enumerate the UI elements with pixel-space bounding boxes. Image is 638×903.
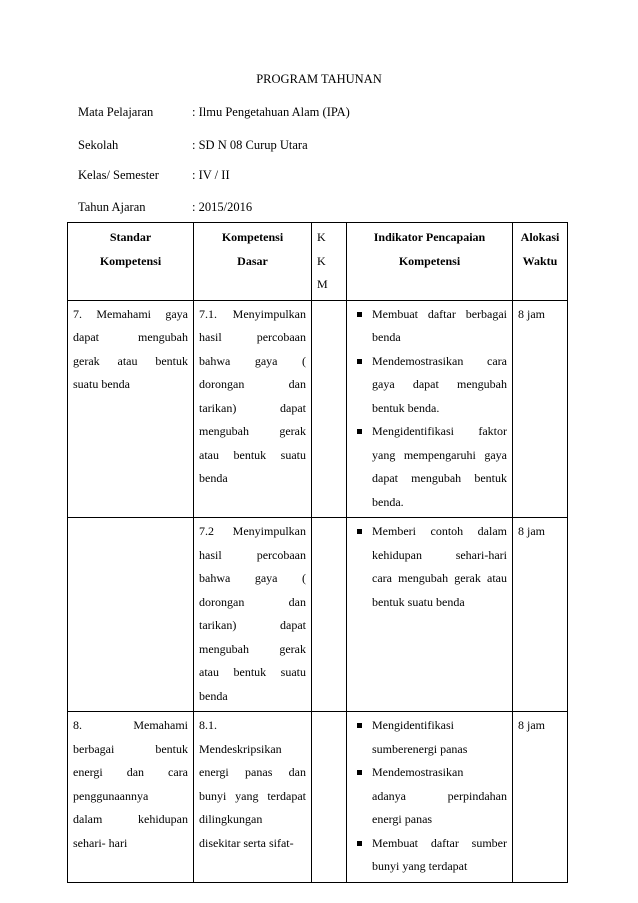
cell-alokasi-waktu: 8 jam bbox=[513, 518, 568, 712]
cell-line: hasil percobaan bbox=[199, 547, 306, 562]
info-subject bbox=[78, 105, 350, 120]
indikator-line: sumberenergi panas bbox=[372, 741, 468, 756]
indikator-list bbox=[352, 714, 507, 879]
table-row bbox=[68, 712, 568, 883]
indikator-list bbox=[352, 303, 507, 515]
indikator-line: Membuat daftar berbagai bbox=[372, 306, 507, 321]
indikator-item bbox=[372, 350, 507, 421]
cell-line: mengubah gerak bbox=[199, 424, 306, 438]
indikator-item bbox=[372, 420, 507, 514]
indikator-line: bentuk suatu benda bbox=[372, 594, 465, 609]
table-header-row bbox=[68, 223, 568, 301]
indikator-line: adanya perpindahan bbox=[372, 788, 507, 803]
cell-standar-kompetensi bbox=[68, 518, 194, 712]
cell-line: dapat mengubah bbox=[73, 330, 188, 344]
indikator-line: benda bbox=[372, 330, 401, 344]
indikator-line: energi panas bbox=[372, 812, 433, 826]
cell-line: 7.2 Menyimpulkan bbox=[199, 524, 306, 538]
cell-line: berbagai bentuk bbox=[73, 741, 188, 756]
header-standar-kompetensi: Standar Kompetensi bbox=[68, 223, 194, 301]
cell-indikator bbox=[347, 712, 513, 883]
indikator-item bbox=[372, 520, 507, 614]
cell-indikator bbox=[347, 518, 513, 712]
cell-kkm bbox=[312, 518, 347, 712]
indikator-line: bunyi yang terdapat bbox=[372, 859, 468, 873]
cell-line: atau bentuk suatu bbox=[199, 665, 306, 679]
cell-line: dorongan dan bbox=[199, 594, 306, 609]
cell-kkm bbox=[312, 712, 347, 883]
indikator-line: yang mempengaruhi gaya bbox=[372, 447, 507, 462]
cell-line: energi dan cara bbox=[73, 765, 188, 779]
info-value: : IV / II bbox=[192, 168, 230, 182]
page-title: PROGRAM TAHUNAN bbox=[256, 72, 382, 86]
cell-line: gerak atau bentuk bbox=[73, 353, 188, 368]
cell-kompetensi-dasar bbox=[194, 712, 312, 883]
indikator-item bbox=[372, 303, 507, 350]
cell-line: Mendeskripsikan bbox=[199, 741, 282, 756]
cell-kkm bbox=[312, 300, 347, 518]
indikator-line: Mengidentifikasi bbox=[372, 718, 454, 732]
cell-line: dorongan dan bbox=[199, 377, 306, 391]
cell-alokasi-waktu: 8 jam bbox=[513, 300, 568, 518]
indikator-line: kehidupan sehari-hari bbox=[372, 547, 507, 562]
cell-kompetensi-dasar bbox=[194, 300, 312, 518]
cell-line: bahwa gaya ( bbox=[199, 353, 306, 368]
cell-line: atau bentuk suatu bbox=[199, 447, 306, 462]
info-school bbox=[78, 138, 308, 153]
cell-line: 7. Memahami gaya bbox=[73, 306, 188, 321]
cell-line: dilingkungan bbox=[199, 812, 263, 826]
cell-line: tarikan) dapat bbox=[199, 618, 306, 632]
indikator-line: bentuk benda. bbox=[372, 400, 440, 415]
indikator-line: Mendemostrasikan bbox=[372, 765, 464, 779]
cell-alokasi-waktu: 8 jam bbox=[513, 712, 568, 883]
header-kompetensi-dasar: Kompetensi Dasar bbox=[194, 223, 312, 301]
indikator-line: gaya dapat mengubah bbox=[372, 377, 507, 391]
info-label: Sekolah bbox=[78, 138, 119, 152]
cell-line: sehari- hari bbox=[73, 835, 128, 850]
indikator-line: Mendemostrasikan cara bbox=[372, 353, 507, 368]
cell-line: hasil percobaan bbox=[199, 330, 306, 344]
indikator-item bbox=[372, 832, 507, 879]
cell-line: benda bbox=[199, 471, 228, 485]
cell-line: 8. Memahami bbox=[73, 718, 188, 732]
indikator-line: benda. bbox=[372, 494, 404, 509]
program-table bbox=[67, 222, 568, 883]
info-value: : SD N 08 Curup Utara bbox=[192, 138, 308, 152]
cell-standar-kompetensi bbox=[68, 300, 194, 518]
info-label: Mata Pelajaran bbox=[78, 105, 154, 119]
cell-line: disekitar serta sifat- bbox=[199, 835, 294, 850]
cell-line: 8.1. bbox=[199, 718, 217, 732]
indikator-line: cara mengubah gerak atau bbox=[372, 571, 507, 585]
cell-line: energi panas dan bbox=[199, 765, 306, 779]
info-value: : Ilmu Pengetahuan Alam (IPA) bbox=[192, 105, 350, 119]
cell-kompetensi-dasar bbox=[194, 518, 312, 712]
indikator-item bbox=[372, 714, 507, 761]
cell-standar-kompetensi bbox=[68, 712, 194, 883]
cell-line: tarikan) dapat bbox=[199, 400, 306, 415]
cell-line: bahwa gaya ( bbox=[199, 571, 306, 585]
info-label: Tahun Ajaran bbox=[78, 200, 146, 214]
info-year bbox=[78, 200, 252, 215]
indikator-line: Mengidentifikasi faktor bbox=[372, 424, 507, 438]
header-indikator: Indikator Pencapaian Kompetensi bbox=[347, 223, 513, 301]
cell-indikator bbox=[347, 300, 513, 518]
header-kkm: K K M bbox=[312, 223, 347, 301]
cell-line: penggunaannya bbox=[73, 788, 149, 803]
table-row bbox=[68, 518, 568, 712]
indikator-line: Memberi contoh dalam bbox=[372, 524, 507, 538]
cell-line: benda bbox=[199, 688, 228, 703]
info-value: : 2015/2016 bbox=[192, 200, 253, 214]
header-alokasi-waktu: Alokasi Waktu bbox=[513, 223, 568, 301]
cell-line: dalam kehidupan bbox=[73, 812, 188, 826]
table-row bbox=[68, 300, 568, 518]
info-label: Kelas/ Semester bbox=[78, 168, 159, 182]
indikator-list bbox=[352, 520, 507, 614]
cell-line: 7.1. Menyimpulkan bbox=[199, 306, 306, 321]
cell-line: mengubah gerak bbox=[199, 641, 306, 656]
info-class-semester bbox=[78, 168, 230, 183]
indikator-line: dapat mengubah bentuk bbox=[372, 471, 507, 485]
indikator-line: Membuat daftar sumber bbox=[372, 835, 507, 850]
cell-line: bunyi yang terdapat bbox=[199, 788, 306, 803]
indikator-item bbox=[372, 761, 507, 832]
cell-line: suatu benda bbox=[73, 377, 130, 391]
